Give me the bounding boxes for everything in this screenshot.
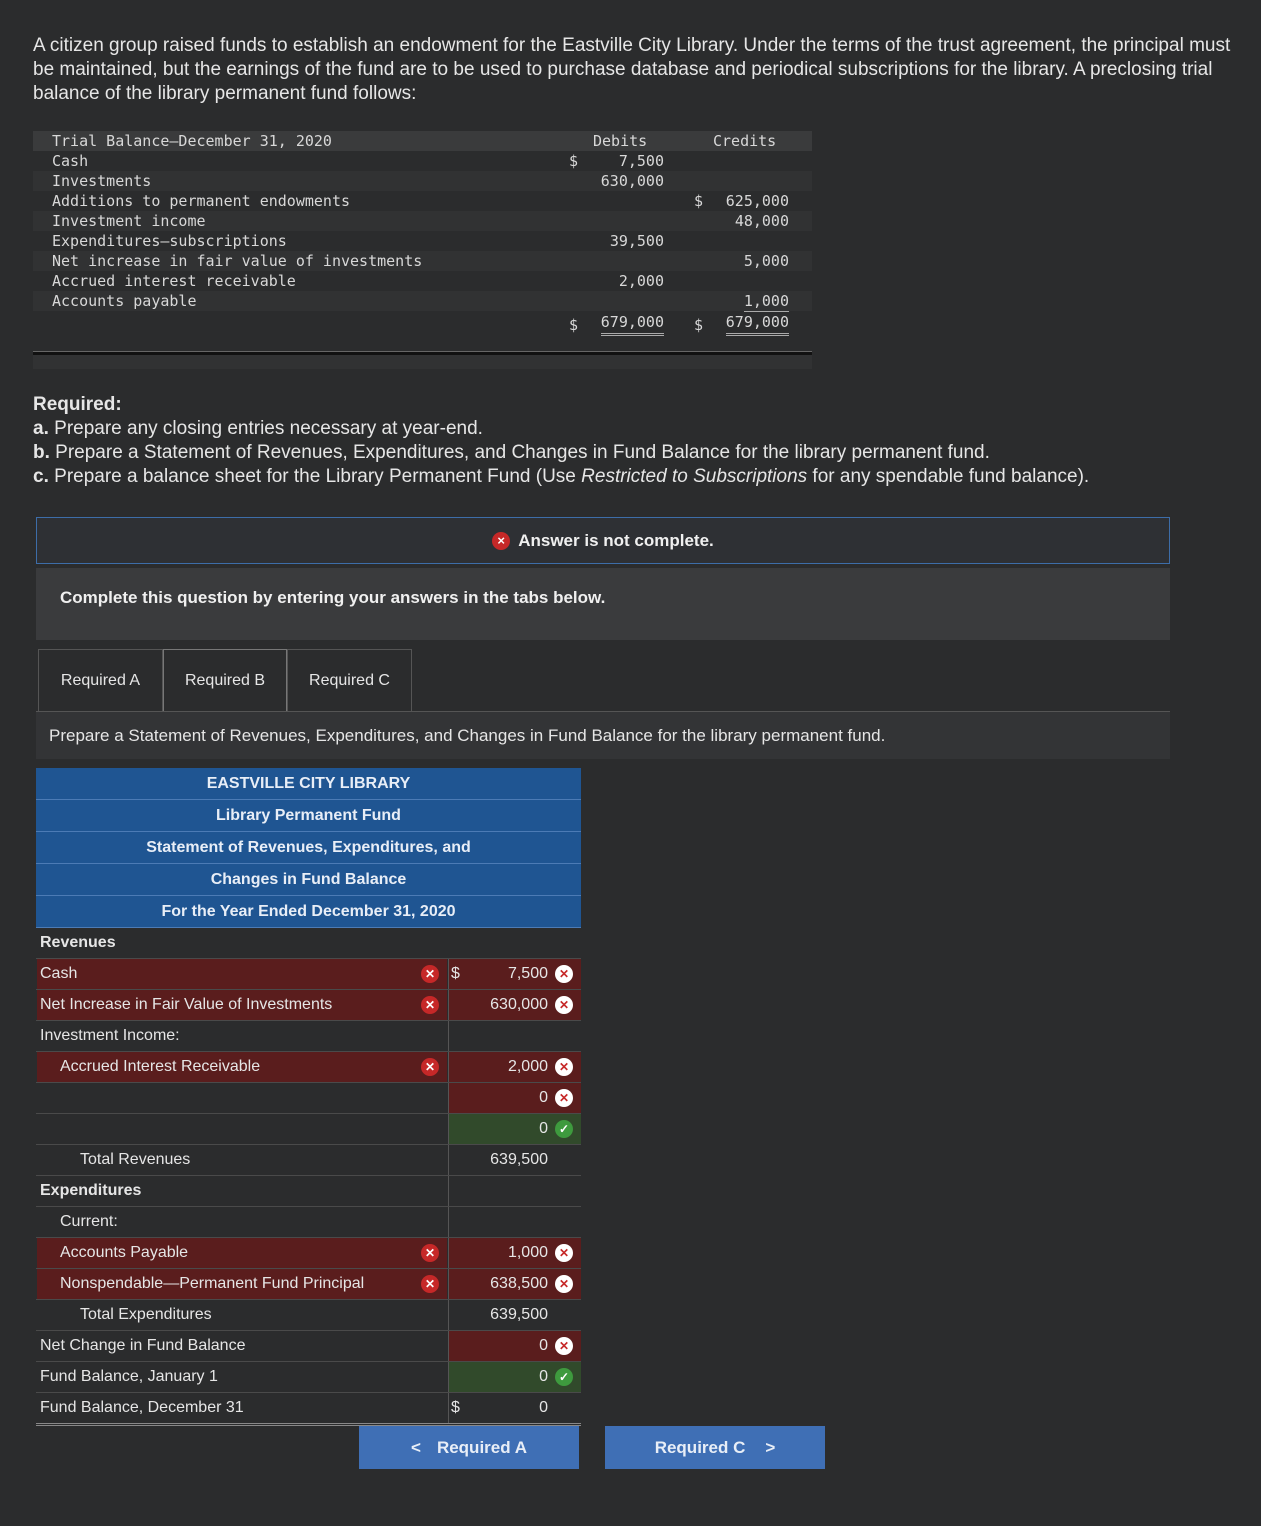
wrong-icon: ✕ — [555, 1089, 573, 1107]
fund-balance-jan-value: 0 — [539, 1368, 548, 1385]
error-icon: × — [492, 532, 510, 550]
answer-status-text: Answer is not complete. — [518, 530, 714, 550]
dollar-sign: $ — [451, 965, 460, 982]
accrued-interest-value: 2,000 — [507, 1058, 548, 1075]
total-debit-sign: $ — [569, 316, 579, 334]
trial-balance-row — [33, 271, 812, 291]
accounts-payable-row — [36, 1238, 581, 1269]
wrong-icon: ✕ — [555, 1275, 573, 1293]
credit-value: 1,000 — [743, 292, 789, 310]
row-label: Investment income — [52, 212, 206, 230]
debit-value: 630,000 — [600, 172, 664, 190]
nonspendable-value: 638,500 — [490, 1275, 548, 1292]
accrued-interest-label: Accrued Interest Receivable — [60, 1058, 261, 1075]
next-button-label: Required C — [654, 1437, 746, 1457]
required-a — [33, 417, 1255, 441]
chevron-right-icon: > — [765, 1437, 776, 1457]
wrong-icon: ✕ — [421, 1244, 439, 1262]
wrong-icon: ✕ — [421, 1058, 439, 1076]
tab-prompt: Prepare a Statement of Revenues, Expenditures, and Changes in Fund Balance for the library permanent fund. — [36, 711, 1170, 759]
credit-sign: $ — [694, 192, 704, 210]
trial-balance-row — [33, 291, 812, 311]
wrong-icon: ✕ — [421, 996, 439, 1014]
accounts-payable-label: Accounts Payable — [60, 1244, 189, 1261]
total-revenues-value: 639,500 — [490, 1151, 548, 1168]
fund-balance-dec-value: 0 — [539, 1399, 548, 1416]
blank-revenue-value: 0 — [539, 1120, 548, 1137]
credits-header: Credits — [713, 132, 777, 150]
trial-balance-row — [33, 171, 812, 191]
total-revenues-row — [36, 1145, 581, 1176]
total-revenues-label: Total Revenues — [80, 1151, 191, 1168]
accounts-payable-value: 1,000 — [507, 1244, 548, 1261]
nonspendable-row — [36, 1269, 581, 1300]
required-c-text: Prepare a balance sheet for the Library Permanent Fund (Use — [54, 466, 582, 487]
blank-label-cell[interactable] — [37, 1114, 447, 1144]
net-increase-row — [36, 990, 581, 1021]
required-c-text-end: for any spendable fund balance). — [807, 466, 1090, 487]
wrong-icon: ✕ — [421, 1275, 439, 1293]
wrong-icon: ✕ — [555, 1244, 573, 1262]
net-increase-value: 630,000 — [490, 996, 548, 1013]
trial-balance-header-row — [33, 131, 812, 151]
cash-label: Cash — [40, 965, 78, 982]
trial-balance-row — [33, 251, 812, 271]
prev-button[interactable] — [359, 1426, 579, 1469]
prev-button-label: Required A — [436, 1437, 527, 1457]
empty-cell — [448, 1176, 581, 1206]
debits-header: Debits — [593, 132, 648, 150]
debit-value: 7,500 — [618, 152, 664, 170]
required-b-text: Prepare a Statement of Revenues, Expenditures, and Changes in Fund Balance for the library permanent fund. — [55, 442, 990, 463]
trial-balance-row — [33, 151, 812, 171]
cash-label-cell[interactable] — [37, 959, 447, 989]
tab-required-a[interactable]: Required A — [38, 649, 163, 711]
trial-balance-table — [33, 131, 812, 339]
current-heading-row — [36, 1207, 581, 1238]
blank-label-cell[interactable] — [37, 1083, 447, 1113]
statement-header-entity: EASTVILLE CITY LIBRARY — [36, 768, 581, 800]
required-a-text: Prepare any closing entries necessary at year-end. — [54, 418, 483, 439]
debit-value: 2,000 — [618, 272, 664, 290]
blank-revenue-value: 0 — [539, 1089, 548, 1106]
row-label: Accrued interest receivable — [52, 272, 296, 290]
statement-table — [36, 768, 581, 1426]
trial-balance-row — [33, 211, 812, 231]
statement-header-title-1: Statement of Revenues, Expenditures, and — [36, 832, 581, 864]
row-label: Investments — [52, 172, 152, 190]
total-expenditures-value: 639,500 — [490, 1306, 548, 1323]
row-label: Accounts payable — [52, 292, 197, 310]
revenues-heading-row — [36, 928, 581, 959]
row-label: Additions to permanent endowments — [52, 192, 351, 210]
check-icon: ✓ — [555, 1368, 573, 1386]
next-button[interactable] — [605, 1426, 825, 1469]
net-change-value: 0 — [539, 1337, 548, 1354]
required-b — [33, 441, 1255, 465]
required-c-letter: c. — [33, 466, 49, 487]
tab-bar — [38, 649, 412, 711]
dollar-sign: $ — [451, 1399, 460, 1416]
net-increase-label: Net Increase in Fair Value of Investments — [40, 996, 333, 1013]
required-b-letter: b. — [33, 442, 50, 463]
credit-value: 48,000 — [734, 212, 789, 230]
fund-balance-jan-row — [36, 1362, 581, 1393]
statement-header-title-2: Changes in Fund Balance — [36, 864, 581, 896]
investment-income-heading-row — [36, 1021, 581, 1052]
empty-cell — [448, 1207, 581, 1237]
wrong-icon: ✕ — [555, 965, 573, 983]
debit-value: 39,500 — [609, 232, 664, 250]
revenues-heading: Revenues — [40, 934, 116, 951]
chevron-left-icon: < — [411, 1437, 421, 1457]
total-credit: 679,000 — [726, 311, 789, 336]
required-c-emphasis: Restricted to Subscriptions — [581, 466, 808, 487]
expenditures-heading-row — [36, 1176, 581, 1207]
fund-balance-dec-cell — [448, 1393, 581, 1423]
fund-balance-dec-label: Fund Balance, December 31 — [40, 1399, 244, 1416]
trial-balance-title: Trial Balance—December 31, 2020 — [52, 132, 332, 150]
cash-row — [36, 959, 581, 990]
debit-sign: $ — [569, 152, 579, 170]
total-credit-sign: $ — [694, 316, 704, 334]
expenditures-heading: Expenditures — [40, 1182, 142, 1199]
accrued-interest-row — [36, 1052, 581, 1083]
wrong-icon: ✕ — [555, 1058, 573, 1076]
fund-balance-dec-row — [36, 1393, 581, 1426]
credit-value: 5,000 — [743, 252, 789, 270]
blank-revenue-row — [36, 1114, 581, 1145]
cash-value: 7,500 — [507, 965, 548, 982]
check-icon: ✓ — [555, 1120, 573, 1138]
total-expenditures-label: Total Expenditures — [80, 1306, 212, 1323]
total-debit: 679,000 — [601, 311, 664, 336]
current-heading: Current: — [60, 1213, 118, 1230]
trial-balance-footer — [33, 355, 812, 369]
statement-header-fund: Library Permanent Fund — [36, 800, 581, 832]
tab-required-b[interactable]: Required B — [163, 649, 287, 711]
investment-income-heading: Investment Income: — [40, 1027, 180, 1044]
wrong-icon: ✕ — [555, 996, 573, 1014]
problem-intro: A citizen group raised funds to establish an endowment for the Eastville City Library. Under the terms of the trust agreement, the principal must be maintained, but the earnings of the fund are to be used to purchase database and periodical subscriptions for the library. A preclosing trial balance of the library permanent fund follows: — [33, 35, 1231, 104]
wrong-icon: ✕ — [421, 965, 439, 983]
required-a-letter: a. — [33, 418, 49, 439]
required-section — [33, 393, 1255, 489]
blank-revenue-row — [36, 1083, 581, 1114]
answer-status-banner — [36, 517, 1170, 564]
instructions-panel: Complete this question by entering your answers in the tabs below. — [36, 568, 1170, 640]
required-c — [33, 465, 1255, 489]
row-label: Net increase in fair value of investments — [52, 252, 423, 270]
net-change-row — [36, 1331, 581, 1362]
statement-header-period: For the Year Ended December 31, 2020 — [36, 896, 581, 928]
total-expenditures-row — [36, 1300, 581, 1331]
nonspendable-label: Nonspendable—Permanent Fund Principal — [60, 1275, 365, 1292]
empty-cell — [448, 1021, 581, 1051]
net-change-label: Net Change in Fund Balance — [40, 1337, 246, 1354]
row-label: Cash — [52, 152, 89, 170]
wrong-icon: ✕ — [555, 1337, 573, 1355]
trial-balance-total-row — [33, 311, 812, 339]
fund-balance-jan-label: Fund Balance, January 1 — [40, 1368, 218, 1385]
trial-balance-row — [33, 191, 812, 211]
trial-balance-row — [33, 231, 812, 251]
credit-value: 625,000 — [725, 192, 789, 210]
required-heading: Required: — [33, 394, 122, 415]
tab-required-c[interactable]: Required C — [287, 649, 412, 711]
row-label: Expenditures—subscriptions — [52, 232, 287, 250]
